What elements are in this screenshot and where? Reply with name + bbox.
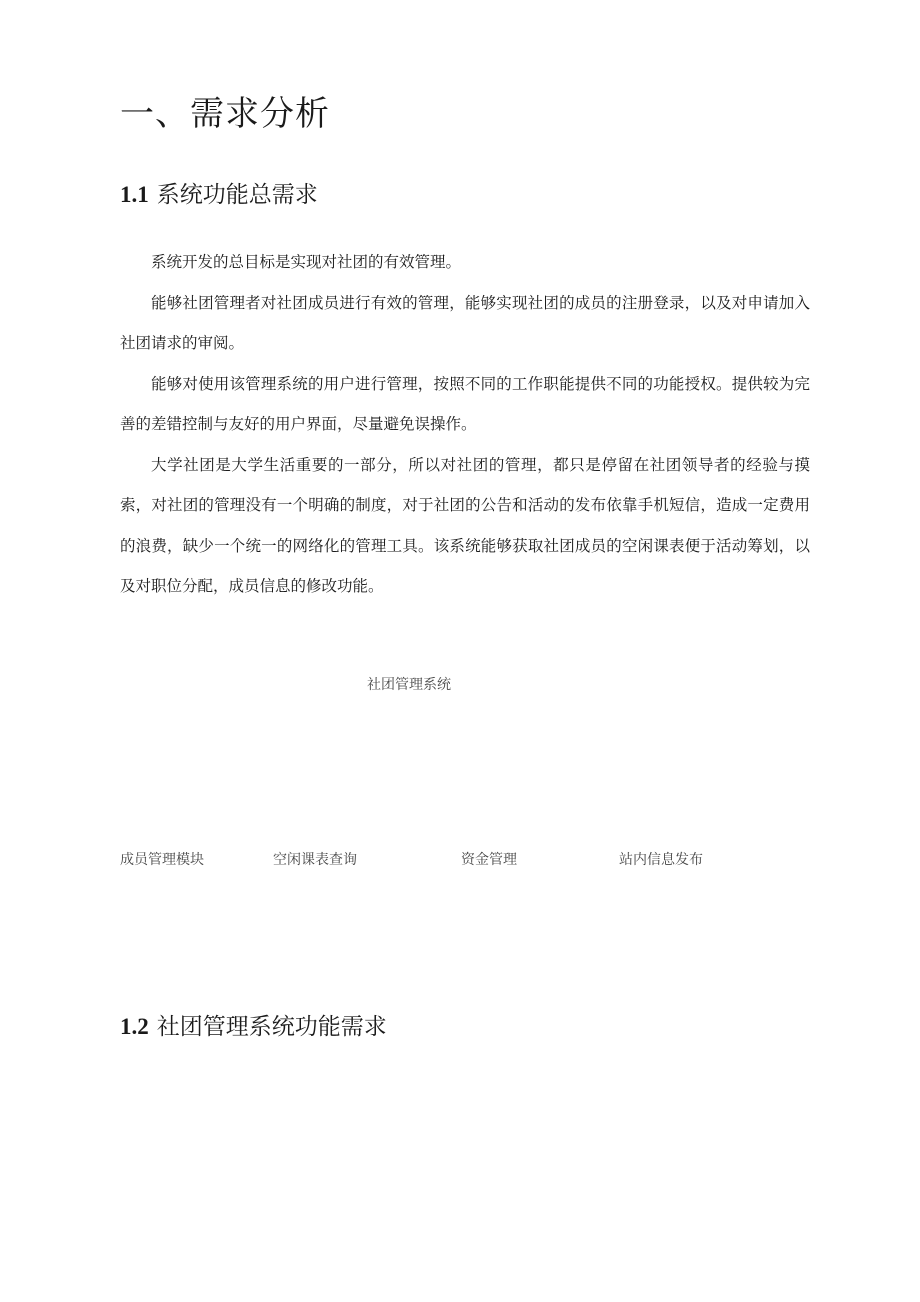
section-heading-1-1: [120, 180, 318, 210]
paragraph: 能够社团管理者对社团成员进行有效的管理，能够实现社团的成员的注册登录，以及对申请加入社团请求的审阅。: [120, 293, 810, 352]
diagram-root-label: 社团管理系统: [367, 677, 451, 693]
section-title: 社团管理系统功能需求: [156, 1014, 387, 1040]
paragraph: 系统开发的总目标是实现对社团的有效管理。: [151, 253, 462, 271]
section-title: 系统功能总需求: [156, 182, 318, 208]
paragraph: 大学社团是大学生活重要的一部分，所以对社团的管理，都只是停留在社团领导者的经验与摸索，对社团的管理没有一个明确的制度，对于社团的公告和活动的发布依靠手机短信，造成一定费用的浪费，缺少一个统一的网络化的管理工具。该系统能够获取社团成员的空闲课表便于活动筹划，以及对职位分配，成员信息的修改功能。: [120, 455, 810, 595]
section-body: [120, 242, 810, 607]
section-number: 1.2: [120, 1014, 149, 1039]
section-number: 1.1: [120, 182, 149, 207]
diagram-module-label: 资金管理: [461, 852, 517, 868]
chapter-heading: 一、需求分析: [120, 94, 330, 134]
paragraph: 能够对使用该管理系统的用户进行管理，按照不同的工作职能提供不同的功能授权。提供较为完善的差错控制与友好的用户界面，尽量避免误操作。: [120, 374, 810, 433]
diagram-module-label: 站内信息发布: [619, 852, 703, 868]
section-heading-1-2: [120, 1012, 387, 1042]
diagram-module-label: 成员管理模块: [120, 852, 204, 868]
diagram-module-label: 空闲课表查询: [273, 852, 357, 868]
